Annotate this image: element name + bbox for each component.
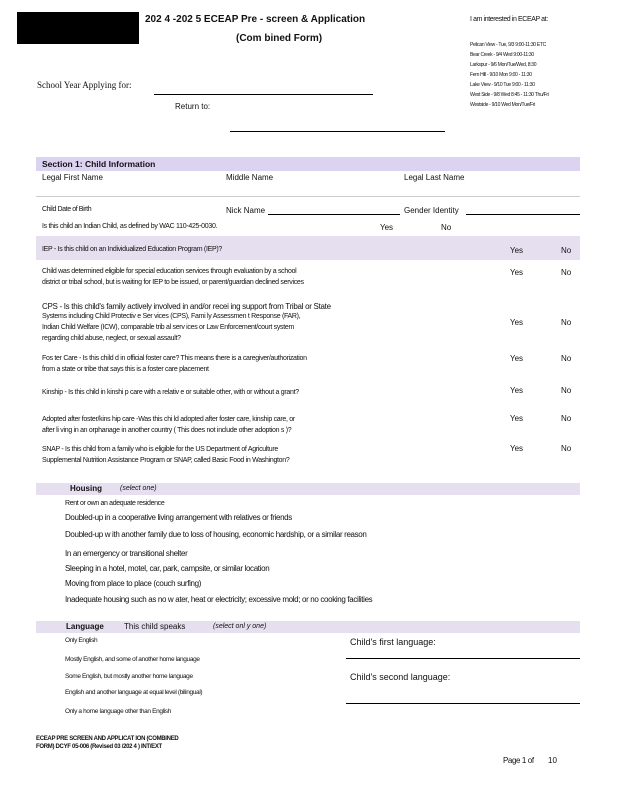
legal-first-name-label: Legal First Name [42,173,103,182]
question-text: CPS - Is this child's family actively involved in and/or recei ing support from Tribal or State [42,302,331,311]
question-text: Kinship - Is this child in kinshi p care with a relativ e or suitable other, with or without a grant? [42,389,299,396]
answer-yes[interactable]: Yes [510,354,524,363]
question-text: Child was determined eligible for special education services through evaluation by a school [42,268,297,275]
housing-option[interactable]: Sleeping in a hotel, motel, car, park, campsite, or similar location [65,564,270,573]
housing-heading: Housing [70,484,102,493]
location-item[interactable]: Bear Creek - 9/4 Wed 9:00-11:30 [470,52,534,58]
first-language-label: Child's first language: [350,637,436,647]
first-language-field[interactable] [346,658,580,659]
location-item[interactable]: Westside - 9/10 Wed Mon/Tue/Fri [470,102,536,108]
answer-yes[interactable]: Yes [510,318,524,327]
location-item[interactable]: Pelican View - Tue, 9/3 9:00-11:30 ETC [470,42,546,48]
answer-no[interactable]: No [561,414,572,423]
middle-name-label: Middle Name [226,173,274,182]
question-text: Systems including Child Protectiv e Ser vices (CPS), Fami ly Assessmen t Response (FAR), [42,313,301,320]
location-item[interactable]: West Side - 9/8 Wed 8:45 - 11:30 Thu/Fri [470,92,549,98]
housing-option[interactable]: Inadequate housing such as no w ater, heat or electricity; excessive mold; or no cooking facilities [65,595,373,604]
nick-name-field[interactable] [268,214,400,215]
question-text: Indian Child Welfare (ICW), comparable trib al serv ices or Law Enforcement/court system [42,324,295,331]
section-1-heading: Section 1: Child Information [42,159,156,169]
language-heading: Language [66,622,104,631]
question-text: IEP - Is this child on an Individualized Education Program (IEP)? [42,246,222,253]
gender-label: Gender Identity [404,206,459,215]
language-option[interactable]: Only a home language other than English [65,708,171,715]
question-text: Fos ter Care - Is this child d in official foster care? This means there is a caregiver/authorization [42,355,307,362]
indian-child-yes[interactable]: Yes [380,223,394,232]
return-to-field[interactable] [230,131,445,132]
housing-option[interactable]: Rent or own an adequate residence [65,500,165,507]
nick-name-label: Nick Name [226,206,266,215]
location-item[interactable]: Fern Hill - 9/10 Mon 9:00 - 11:30 [470,72,532,78]
housing-option[interactable]: Doubled-up in a cooperative living arrangement with relatives or friends [65,513,292,522]
page-number: Page 1 of [503,756,534,765]
answer-no[interactable]: No [561,444,572,453]
answer-yes[interactable]: Yes [510,414,524,423]
housing-option[interactable]: In an emergency or transitional shelter [65,549,188,558]
this-child-speaks: This child speaks [124,622,186,631]
page-total: 10 [548,756,557,765]
answer-no[interactable]: No [561,246,572,255]
question-text: district or tribal school, but is waiting for IEP to be issued, or parent/guardian declined services [42,279,304,286]
indian-child-no[interactable]: No [441,223,452,232]
answer-yes[interactable]: Yes [510,444,524,453]
answer-no[interactable]: No [561,268,572,277]
question-text: from a state or tribe that says this is a foster care placement [42,366,209,373]
answer-no[interactable]: No [561,318,572,327]
interested-label: I am interested in ECEAP at: [470,16,548,23]
housing-band [36,483,580,495]
housing-option[interactable]: Doubled-up w ith another family due to loss of housing, economic hardship, or a similar reason [65,530,367,539]
footer-form-name: ECEAP PRE SCREEN AND APPLICAT ION (COMBINED [36,736,179,742]
form-title-line2: (Com bined Form) [236,33,323,44]
location-item[interactable]: Larkspur - 9/6 Mon/Tue/Wed, 8:30 [470,62,537,68]
question-text: regarding child abuse, neglect, or sexual assault? [42,335,181,342]
dob-label: Child Date of Birth [42,206,92,213]
answer-yes[interactable]: Yes [510,246,524,255]
school-year-field[interactable] [154,94,373,95]
redacted-logo [17,12,139,44]
housing-hint: (select one) [120,485,157,492]
question-text: Adopted after foster/kins hip care -Was this chi ld adopted after foster care, kinship care, or [42,416,295,423]
answer-no[interactable]: No [561,354,572,363]
name-row-line[interactable] [36,196,580,197]
second-language-field[interactable] [346,703,580,704]
answer-no[interactable]: No [561,386,572,395]
language-option[interactable]: Some English, but mostly another home language [65,673,193,680]
language-option[interactable]: Mostly English, and some of another home language [65,656,200,663]
return-to-label: Return to: [175,102,211,111]
language-option[interactable]: English and another language at equal level (bilingual) [65,689,203,696]
school-year-label: School Year Applying for: [37,80,132,90]
question-text: SNAP - Is this child from a family who is eligible for the US Department of Agriculture [42,446,278,453]
housing-option[interactable]: Moving from place to place (couch surfing) [65,579,202,588]
language-option[interactable]: Only English [65,637,98,644]
second-language-label: Child's second language: [350,672,451,682]
legal-last-name-label: Legal Last Name [404,173,465,182]
language-band [36,621,580,633]
answer-yes[interactable]: Yes [510,268,524,277]
question-text: Supplemental Nutrition Assistance Program or SNAP, called Basic Food in Washington? [42,457,290,464]
location-item[interactable]: Lake View - 9/10 Tue 9:00 - 11:30 [470,82,535,88]
answer-yes[interactable]: Yes [510,386,524,395]
gender-field[interactable] [466,214,580,215]
question-text: after li ving in an orphanage in another country ( This does not include other adoption s )? [42,427,292,434]
form-title-line1: 202 4 -202 5 ECEAP Pre - screen & Application [145,14,366,25]
footer-form-number: FORM) DCYF 05-006 (Revised 03 /202 4 ) INT/EXT [36,744,162,750]
language-hint: (select onl y one) [213,623,267,630]
indian-child-question: Is this child an Indian Child, as defined by WAC 110-425-0030. [42,223,218,230]
